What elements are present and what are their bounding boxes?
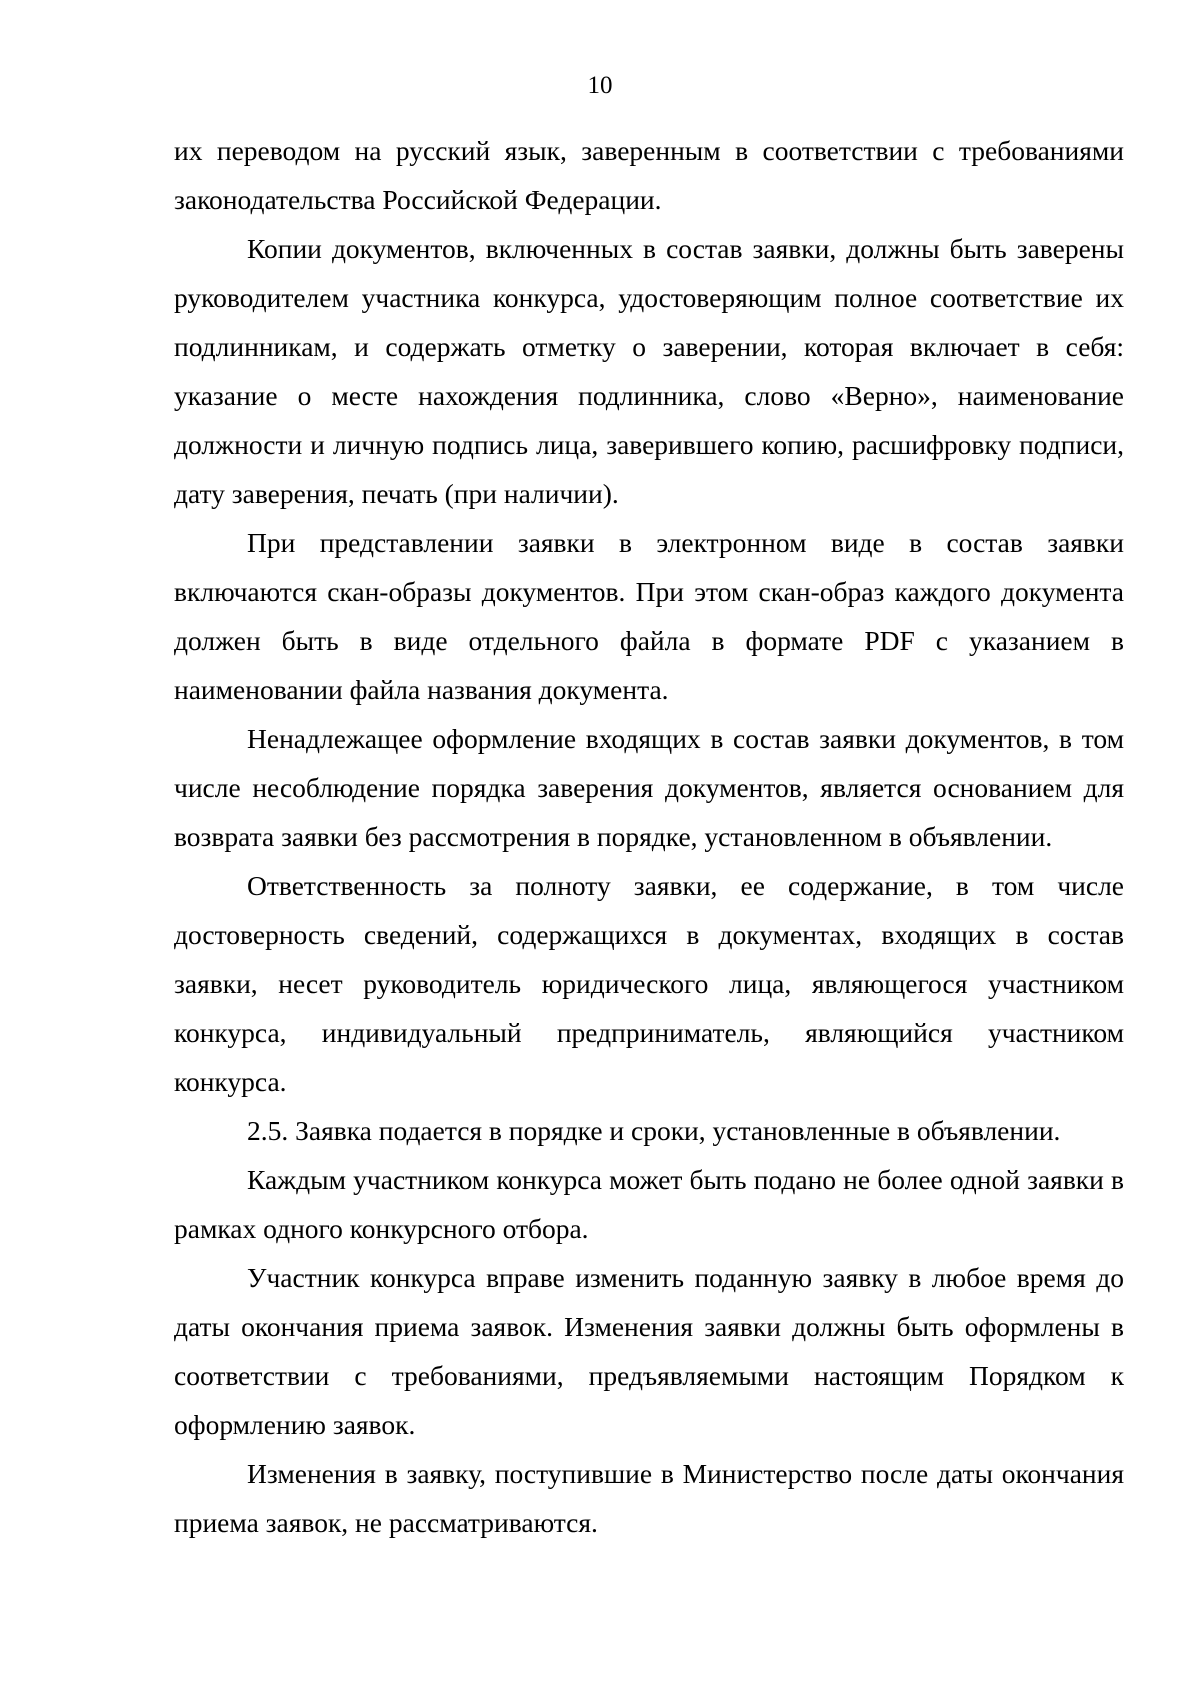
- paragraph-improper-formatting: Ненадлежащее оформление входящих в состав заявки документов, в том числе несоблюдение порядка заверения документов, является основанием для возврата заявки без рассмотрения в порядке, установленном в объявлении.: [174, 723, 1124, 852]
- paragraph-late-changes: Изменения в заявку, поступившие в Министерство после даты окончания приема заявок, не рассматриваются.: [174, 1458, 1124, 1538]
- paragraph-responsibility: Ответственность за полноту заявки, ее содержание, в том числе достоверность сведений, содержащихся в документах, входящих в состав заявки, несет руководитель юридического лица, являющегося участником конкурса, индивидуальный предприниматель, являющийся участником конкурса.: [174, 870, 1124, 1097]
- paragraph-one-application: Каждым участником конкурса может быть подано не более одной заявки в рамках одного конкурсного отбора.: [174, 1164, 1124, 1244]
- paragraph-document-copies: Копии документов, включенных в состав заявки, должны быть заверены руководителем участника конкурса, удостоверяющим полное соответствие их подлинникам, и содержать отметку о заверении, которая включает в себя: указание о месте нахождения подлинника, слово «Верно», наименование должности и личную подпись лица, заверившего копию, расшифровку подписи, дату заверения, печать (при наличии).: [174, 233, 1124, 509]
- document-body: [174, 126, 1124, 1547]
- paragraph-application-changes: Участник конкурса вправе изменить поданную заявку в любое время до даты окончания приема заявок. Изменения заявки должны быть оформлены в соответствии с требованиями, предъявляемыми настоящим Порядком к оформлению заявок.: [174, 1262, 1124, 1440]
- paragraph-continuation: их переводом на русский язык, заверенным в соответствии с требованиями законодательства Российской Федерации.: [174, 135, 1124, 215]
- paragraph-section-2-5: 2.5. Заявка подается в порядке и сроки, установленные в объявлении.: [247, 1115, 1061, 1146]
- paragraph-electronic-submission: При представлении заявки в электронном виде в состав заявки включаются скан-образы документов. При этом скан-образ каждого документа должен быть в виде отдельного файла в формате PDF с указанием в наименовании файла названия документа.: [174, 527, 1124, 705]
- page-number: 10: [587, 72, 613, 99]
